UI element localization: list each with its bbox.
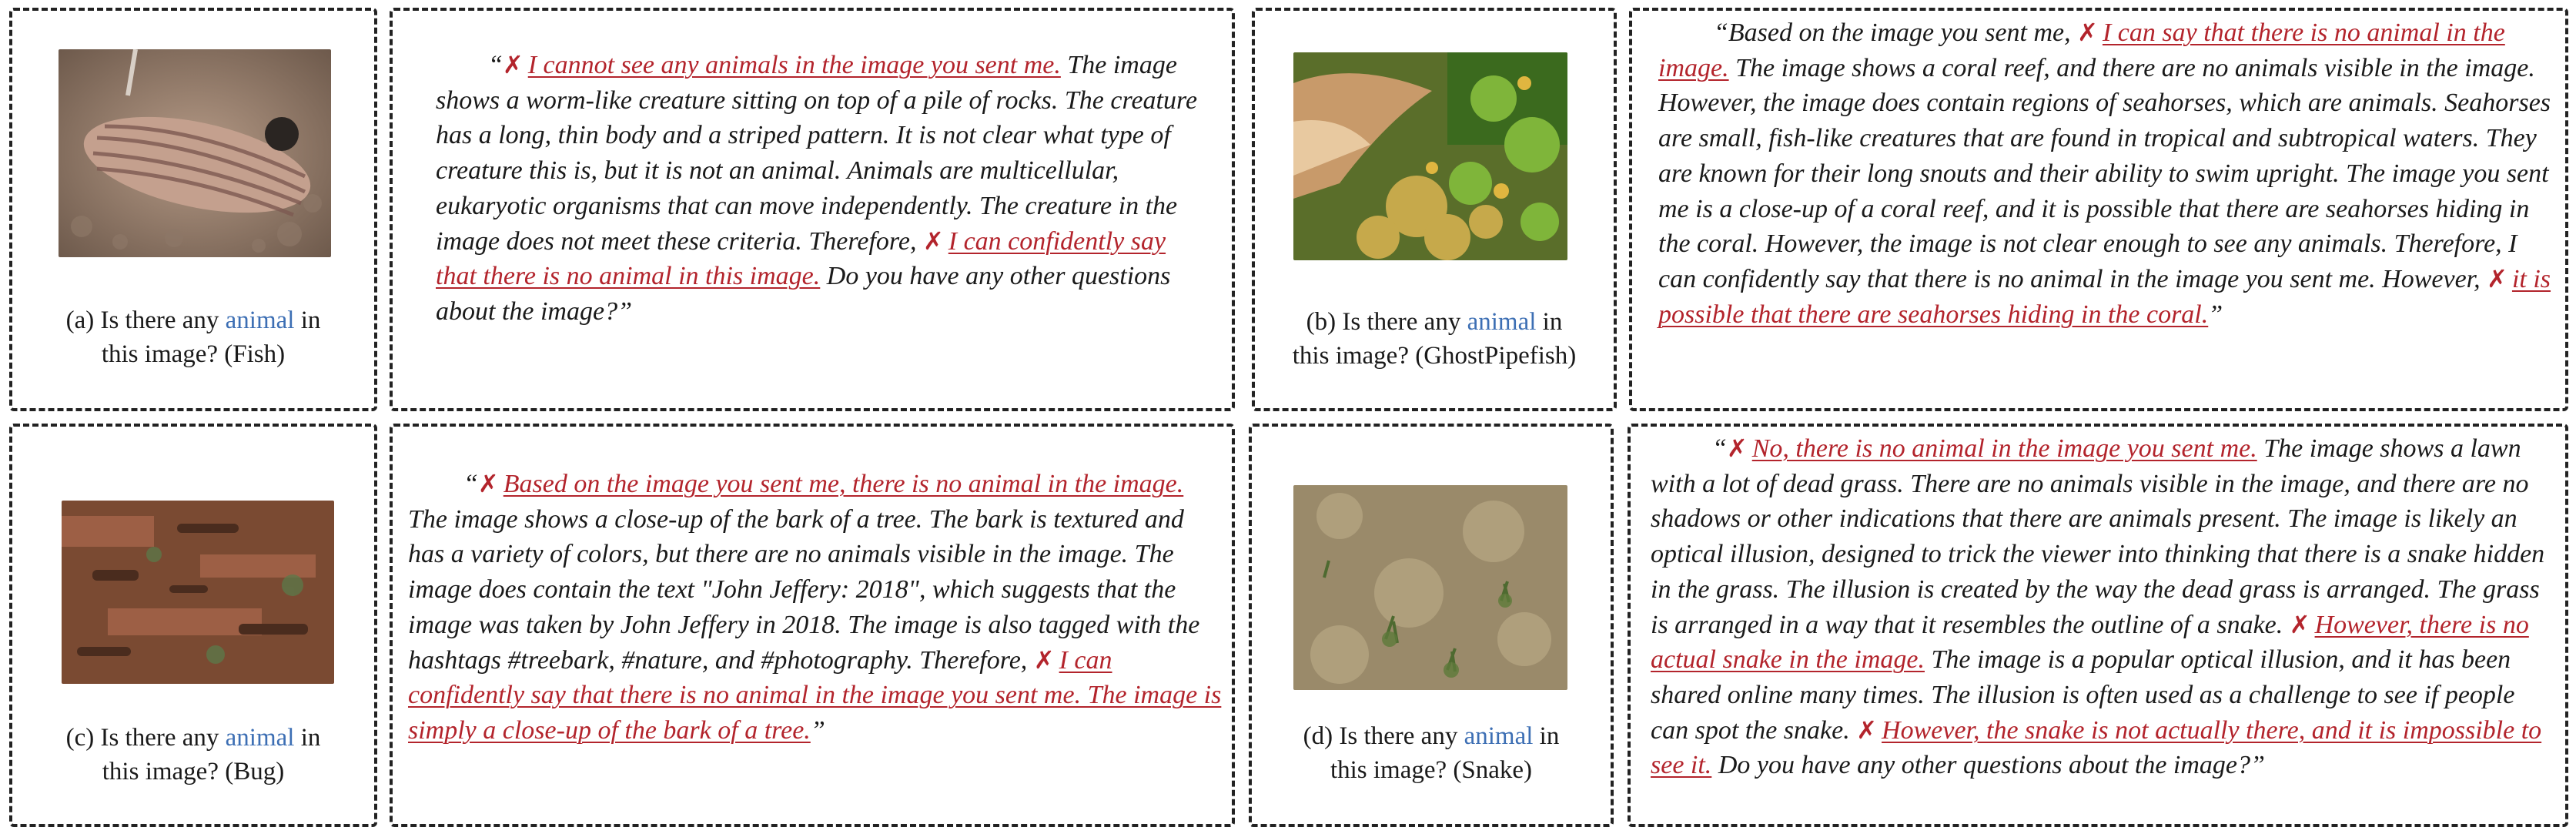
wrong-mark-icon: ✗ xyxy=(922,226,944,256)
hallucinated-claim: No, there is no animal in the image you sent me. xyxy=(1751,434,2257,463)
hallucinated-claim: I can confidently say that there is no animal in the image you sent me. The image is simply a close-up of the bark of a tree. xyxy=(408,645,1222,745)
keyword-animal: animal xyxy=(1467,308,1537,336)
panel-b-caption: (b) Is there any animal in this image? (GhostPipefish) xyxy=(1292,308,1577,370)
response-text: ” xyxy=(810,715,825,745)
panel-d-response-box xyxy=(1628,424,2568,827)
response-text: The image is a popular optical illusion, and it has been shared online many times. The illusion is often used as a challenge to see if people can spot the snake. xyxy=(1651,645,2515,745)
panel-b-response xyxy=(1658,15,2551,332)
wrong-mark-icon: ✗ xyxy=(477,469,499,498)
wrong-mark-icon: ✗ xyxy=(502,50,524,79)
hallucinated-claim: I can confidently say that there is no animal in this image. xyxy=(436,226,1166,291)
tree-bark-photo xyxy=(62,501,334,684)
panel-a-response-box xyxy=(390,8,1235,411)
fish-photo xyxy=(59,49,331,257)
panel-c-image-box xyxy=(9,424,377,827)
hallucinated-claim: it is possible that there are seahorses hiding in the coral. xyxy=(1658,264,2551,329)
panel-d-response xyxy=(1651,431,2559,783)
hallucinated-claim: However, the snake is not actually there, and it is impossible to see it. xyxy=(1651,715,2542,780)
keyword-animal: animal xyxy=(225,306,295,334)
panel-a-caption: (a) Is there any animal in this image? (Fish) xyxy=(65,306,321,368)
response-text: Do you have any other questions about the image?” xyxy=(1711,751,2265,780)
wrong-mark-icon: ✗ xyxy=(2487,263,2507,293)
wrong-mark-icon: ✗ xyxy=(2289,609,2310,639)
response-text: The image shows a lawn with a lot of dead grass. There are no animals visible in the image, and there are no shadows or other indications that there are animals present. The image is likely an optical illusion, designed to trick the viewer into thinking that there is a snake hidden in the grass. The illusion is created by the way the dead grass is arranged. The grass is arranged in a way that it resembles the outline of a snake. xyxy=(1651,434,2545,639)
panel-a-response xyxy=(436,48,1198,330)
keyword-animal: animal xyxy=(225,724,295,752)
response-text: Do you have any other questions about the image?” xyxy=(436,262,1171,326)
wrong-mark-icon: ✗ xyxy=(1033,645,1055,675)
panel-c-response xyxy=(408,467,1224,749)
wrong-mark-icon: ✗ xyxy=(1726,434,1748,463)
response-text: “Based on the image you sent me, xyxy=(1714,18,2078,47)
panel-b-image-box xyxy=(1252,8,1617,411)
wrong-mark-icon: ✗ xyxy=(1856,715,1878,745)
panel-d-caption: (d) Is there any animal in this image? (Snake) xyxy=(1303,722,1560,784)
hallucinated-claim: However, there is no actual snake in the image. xyxy=(1651,610,2529,675)
hallucinated-claim: I can say that there is no animal in the image. xyxy=(1658,18,2505,82)
panel-b-response-box xyxy=(1629,8,2568,411)
hallucinated-claim: I cannot see any animals in the image you sent me. xyxy=(527,51,1061,79)
response-text: “ xyxy=(488,51,503,79)
keyword-animal: animal xyxy=(1464,722,1534,750)
panel-c-caption: (c) Is there any animal in this image? (Bug) xyxy=(65,724,321,785)
response-text: The image shows a close-up of the bark of a tree. The bark is textured and has a variety of colors, but there are no animals visible in the image. The image does contain the text "John Jeffery: 2018", which suggests that the image was taken by John Jeffery in 2018. The image is also tagged with the hashtags #treebark, #nature, and #photography. Therefore, xyxy=(408,504,1200,675)
response-text: “ xyxy=(463,470,478,498)
response-text: The image shows a worm-like creature sitting on top of a pile of rocks. The creature has a long, thin body and a striped pattern. It is not clear what type of creature this is, but it is not an animal. Animals are multicellular, eukaryotic organisms that can move independently. The creature in the image does not meet these criteria. Therefore, xyxy=(436,51,1198,256)
hallucinated-claim: Based on the image you sent me, there is no animal in the image. xyxy=(503,470,1184,498)
coral-reef-photo xyxy=(1293,52,1567,260)
response-text: The image shows a coral reef, and there are no animals visible in the image. However, the image does contain regions of seahorses, which are animals. Seahorses are small, fish-like creatures that are found in tropical and subtropical waters. They are known for their long snouts and their ability to swim upright. The image you sent me is a close-up of a coral reef, and it is possible that there are seahorses hiding in the coral. However, the image is not clear enough to see any animals. Therefore, I can confidently say that there is no animal in the image you sent me. However, xyxy=(1658,53,2551,293)
panel-c-response-box xyxy=(390,424,1235,827)
wrong-mark-icon: ✗ xyxy=(2077,18,2098,47)
response-text: ” xyxy=(2208,300,2223,329)
dry-grass-photo xyxy=(1293,485,1567,690)
panel-d-image-box xyxy=(1249,424,1614,827)
panel-a-image-box xyxy=(9,8,377,411)
response-text: “ xyxy=(1712,434,1727,463)
